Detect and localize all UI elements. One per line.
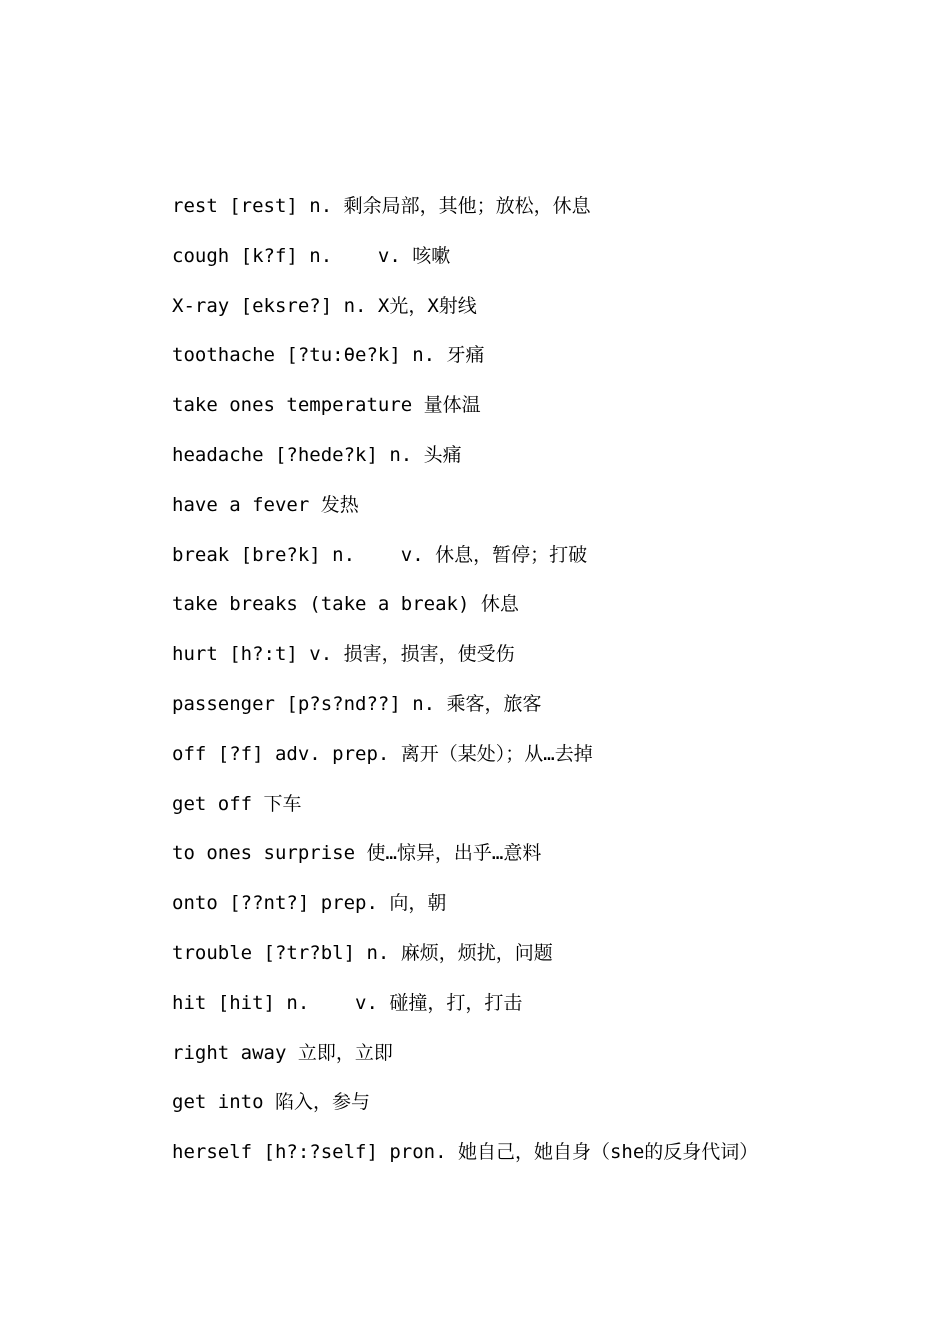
vocab-entry-take-breaks: take breaks (take a break) 休息 [172, 593, 519, 616]
vocab-entry-passenger: passenger [p?s?nd??] n. 乘客，旅客 [172, 692, 542, 715]
vocab-entry-cough: cough [k?f] n. v. 咳嗽 [172, 244, 451, 267]
vocab-entry-break: break [bre?k] n. v. 休息，暂停；打破 [172, 543, 588, 566]
vocab-entry-toothache: toothache [?tu:θe?k] n. 牙痛 [172, 344, 485, 367]
vocabulary-list [172, 186, 912, 1182]
vocab-entry-onto: onto [??nt?] prep. 向，朝 [172, 892, 447, 915]
vocab-entry-take-temperature: take ones temperature 量体温 [172, 394, 481, 417]
vocab-entry-rest: rest [rest] n. 剩余局部，其他；放松，休息 [172, 195, 591, 217]
vocab-entry-off: off [?f] adv. prep. 离开（某处）；从…去掉 [172, 742, 593, 765]
vocab-entry-get-off: get off 下车 [172, 792, 302, 815]
vocab-entry-hurt: hurt [h?:t] v. 损害，损害，使受伤 [172, 643, 515, 666]
vocab-entry-x-ray: X-ray [eksre?] n. X光，X射线 [172, 294, 477, 317]
vocab-entry-have-a-fever: have a fever 发热 [172, 493, 359, 516]
vocab-entry-right-away: right away 立即，立即 [172, 1041, 393, 1064]
vocab-entry-trouble: trouble [?tr?bl] n. 麻烦，烦扰，问题 [172, 941, 553, 964]
vocab-entry-to-ones-surprise: to ones surprise 使…惊异，出乎…意料 [172, 842, 542, 865]
vocab-entry-herself: herself [h?:?self] pron. 她自己，她自身（she的反身代词） [172, 1141, 759, 1164]
vocab-entry-get-into: get into 陷入，参与 [172, 1091, 370, 1114]
vocab-entry-hit: hit [hit] n. v. 碰撞，打，打击 [172, 991, 523, 1014]
vocab-entry-headache: headache [?hede?k] n. 头痛 [172, 443, 462, 466]
